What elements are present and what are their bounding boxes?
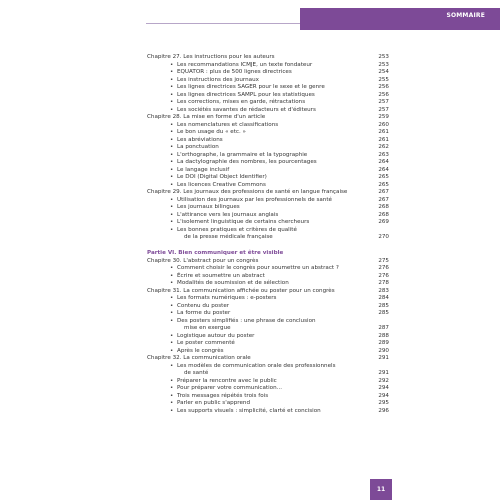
toc-entry-page: 267: [378, 189, 389, 195]
toc-item-continuation: [147, 234, 389, 242]
page-number-badge: 11: [370, 479, 392, 500]
toc-entry-page: 294: [378, 385, 389, 391]
toc-item-row: [147, 144, 389, 152]
toc-entry-page: 295: [378, 400, 389, 406]
toc-entry-title: • Les supports visuels : simplicité, clarté et concision: [147, 408, 371, 416]
toc-entry-title: • Les journaux bilingues: [147, 204, 371, 212]
toc-entry-page: 278: [378, 280, 389, 286]
toc-entry-page: 291: [378, 370, 389, 376]
toc-entry-page: 261: [378, 136, 389, 143]
toc-entry-page: 267: [378, 196, 389, 203]
toc-entry-title: • Comment choisir le congrès pour soumettre un abstract ?: [147, 265, 371, 273]
toc-entry-title: • Les corrections, mises en garde, rétractations: [147, 99, 371, 107]
toc-entry-title: • Préparer la rencontre avec le public: [147, 378, 371, 386]
toc-entry-title: • Parler en public s'apprend: [147, 400, 371, 408]
toc-entry-page: 256: [378, 84, 389, 90]
toc-entry-title: • Des posters simplifiés : une phrase de conclusion: [147, 318, 371, 326]
toc-entry-page: 285: [378, 302, 389, 309]
toc-entry-title: • L'attirance vers les journaux anglais: [147, 212, 371, 220]
toc-entry-title: • Le bon usage du « etc. »: [147, 129, 371, 137]
toc-item-row: [147, 174, 389, 182]
toc-entry-title: • Le DOI (Digital Object Identifier): [147, 174, 371, 182]
toc-entry-page: 285: [378, 310, 389, 316]
toc-item-row: [147, 265, 389, 273]
toc-entry-page: 288: [378, 332, 389, 339]
section-header-label: SOMMAIRE: [446, 12, 485, 19]
toc-entry-page: 284: [378, 295, 389, 301]
toc-entry-page: 294: [378, 392, 389, 399]
toc-item-row: [147, 400, 389, 408]
toc-entry-page: 263: [378, 151, 389, 158]
toc-entry-title: • Les bonnes pratiques et critères de qualité: [147, 227, 371, 235]
toc-entry-page: 259: [378, 114, 389, 120]
toc-entry-page: 262: [378, 144, 389, 150]
toc-entry-title: • Les lignes directrices SAGER pour le sexe et le genre: [147, 84, 371, 92]
toc-item-row: [147, 340, 389, 348]
toc-entry-page: 257: [378, 106, 389, 113]
toc-entry-title: • Modalités de soumission et de sélection: [147, 280, 371, 288]
toc-entry-title: • Les sociétés savantes de rédacteurs et d'éditeurs: [147, 107, 371, 115]
toc-item-row: [147, 69, 389, 77]
toc-entry-title: • Après le congrès: [147, 348, 371, 356]
toc-entry-title: • Les modèles de communication orale des professionnels: [147, 363, 371, 371]
toc-entry-title: Chapitre 31. La communication affichée ou poster pour un congrès: [147, 287, 335, 294]
toc-chapter-row: [147, 258, 389, 266]
table-of-contents: [147, 54, 389, 415]
toc-entry-page: 260: [378, 121, 389, 128]
toc-entry-title: • Le langage inclusif: [147, 167, 371, 175]
toc-entry-page: 291: [378, 355, 389, 361]
toc-entry-title: • Écrire et soumettre un abstract: [147, 273, 371, 281]
toc-entry-title: • Pour préparer votre communication...: [147, 385, 371, 393]
toc-entry-title: • L'orthographe, la grammaire et la typographie: [147, 152, 371, 160]
toc-item-row: [147, 204, 389, 212]
toc-entry-title: • Les instructions des journaux: [147, 77, 371, 85]
toc-entry-title: Partie VI. Bien communiquer et être visible: [147, 250, 284, 256]
toc-item-row: [147, 212, 389, 220]
toc-entry-title: Chapitre 27. Les instructions pour les auteurs: [147, 54, 275, 60]
toc-entry-page: 276: [378, 272, 389, 279]
toc-entry-title: • Les abréviations: [147, 137, 371, 145]
toc-entry-page: 253: [378, 54, 389, 60]
toc-item-row: [147, 77, 389, 85]
toc-item-row: [147, 62, 389, 70]
toc-entry-page: 275: [378, 257, 389, 264]
toc-entry-page: 268: [378, 211, 389, 218]
toc-item-row: [147, 159, 389, 167]
toc-entry-title: Chapitre 28. La mise en forme d'un article: [147, 114, 266, 120]
toc-entry-page: 261: [378, 129, 389, 135]
toc-entry-page: 287: [378, 325, 389, 331]
toc-entry-page: 290: [378, 347, 389, 354]
toc-item-row: [147, 107, 389, 115]
toc-entry-page: 292: [378, 377, 389, 384]
toc-entry-title: Chapitre 32. La communication orale: [147, 355, 251, 361]
toc-entry-title: • Logistique autour du poster: [147, 333, 371, 341]
toc-item-row: [147, 227, 389, 235]
toc-item-row: [147, 363, 389, 371]
toc-entry-page: 265: [378, 174, 389, 180]
toc-item-row: [147, 273, 389, 281]
toc-chapter-row: [147, 288, 389, 296]
toc-entry-title: • La forme du poster: [147, 310, 371, 318]
toc-entry-page: 289: [378, 340, 389, 346]
toc-item-row: [147, 122, 389, 130]
toc-entry-title: de la presse médicale française: [184, 234, 273, 240]
toc-entry-title: • Les recommandations ICMJE, un texte fondateur: [147, 62, 371, 70]
toc-entry-page: 254: [378, 69, 389, 75]
toc-entry-title: • Les formats numériques : e-posters: [147, 295, 371, 303]
toc-entry-page: 296: [378, 407, 389, 414]
toc-entry-title: • La dactylographie des nombres, les pourcentages: [147, 159, 371, 167]
toc-item-row: [147, 408, 389, 416]
toc-item-row: [147, 92, 389, 100]
toc-entry-title: • Trois messages répétés trois fois: [147, 393, 371, 401]
toc-item-row: [147, 129, 389, 137]
toc-item-row: [147, 152, 389, 160]
toc-part-heading: [147, 250, 389, 258]
toc-item-row: [147, 84, 389, 92]
toc-entry-title: Chapitre 30. L'abstract pour un congrès: [147, 257, 259, 264]
toc-entry-page: 283: [378, 287, 389, 294]
toc-item-row: [147, 393, 389, 401]
toc-chapter-row: [147, 54, 389, 62]
toc-entry-page: 256: [378, 91, 389, 98]
toc-item-row: [147, 219, 389, 227]
toc-entry-title: • Le poster commenté: [147, 340, 371, 348]
toc-item-row: [147, 378, 389, 386]
toc-entry-page: 265: [378, 181, 389, 188]
toc-item-row: [147, 303, 389, 311]
toc-item-row: [147, 137, 389, 145]
toc-entry-title: • Les nomenclatures et classifications: [147, 122, 371, 130]
toc-entry-title: de santé: [184, 370, 209, 376]
toc-item-row: [147, 182, 389, 190]
toc-entry-page: 264: [378, 166, 389, 173]
toc-chapter-row: [147, 114, 389, 122]
toc-item-row: [147, 318, 389, 326]
toc-item-row: [147, 295, 389, 303]
toc-entry-title: • Utilisation des journaux par les professionnels de santé: [147, 197, 371, 205]
toc-item-row: [147, 310, 389, 318]
toc-entry-title: mise en exergue: [184, 325, 231, 331]
toc-entry-page: 264: [378, 159, 389, 165]
toc-item-row: [147, 197, 389, 205]
toc-gap: [147, 242, 389, 251]
toc-item-row: [147, 348, 389, 356]
toc-chapter-row: [147, 189, 389, 197]
toc-item-row: [147, 167, 389, 175]
toc-entry-title: • La ponctuation: [147, 144, 371, 152]
toc-entry-title: • EQUATOR : plus de 500 lignes directrices: [147, 69, 371, 77]
toc-item-continuation: [147, 370, 389, 378]
toc-entry-title: • Les lignes directrices SAMPL pour les statistiques: [147, 92, 371, 100]
toc-entry-title: Chapitre 29. Les journaux des professions de santé en langue française: [147, 189, 348, 195]
toc-item-continuation: [147, 325, 389, 333]
toc-entry-title: • Les licences Creative Commons: [147, 182, 371, 190]
toc-item-row: [147, 385, 389, 393]
toc-entry-page: 253: [378, 61, 389, 68]
toc-entry-page: 270: [378, 234, 389, 240]
toc-entry-title: • L'isolement linguistique de certains chercheurs: [147, 219, 371, 227]
toc-entry-page: 276: [378, 265, 389, 271]
toc-chapter-row: [147, 355, 389, 363]
toc-entry-page: 257: [378, 99, 389, 105]
toc-entry-page: 269: [378, 219, 389, 225]
toc-entry-page: 255: [378, 76, 389, 83]
toc-item-row: [147, 280, 389, 288]
toc-entry-page: 268: [378, 204, 389, 210]
toc-item-row: [147, 333, 389, 341]
toc-item-row: [147, 99, 389, 107]
toc-entry-title: • Contenu du poster: [147, 303, 371, 311]
